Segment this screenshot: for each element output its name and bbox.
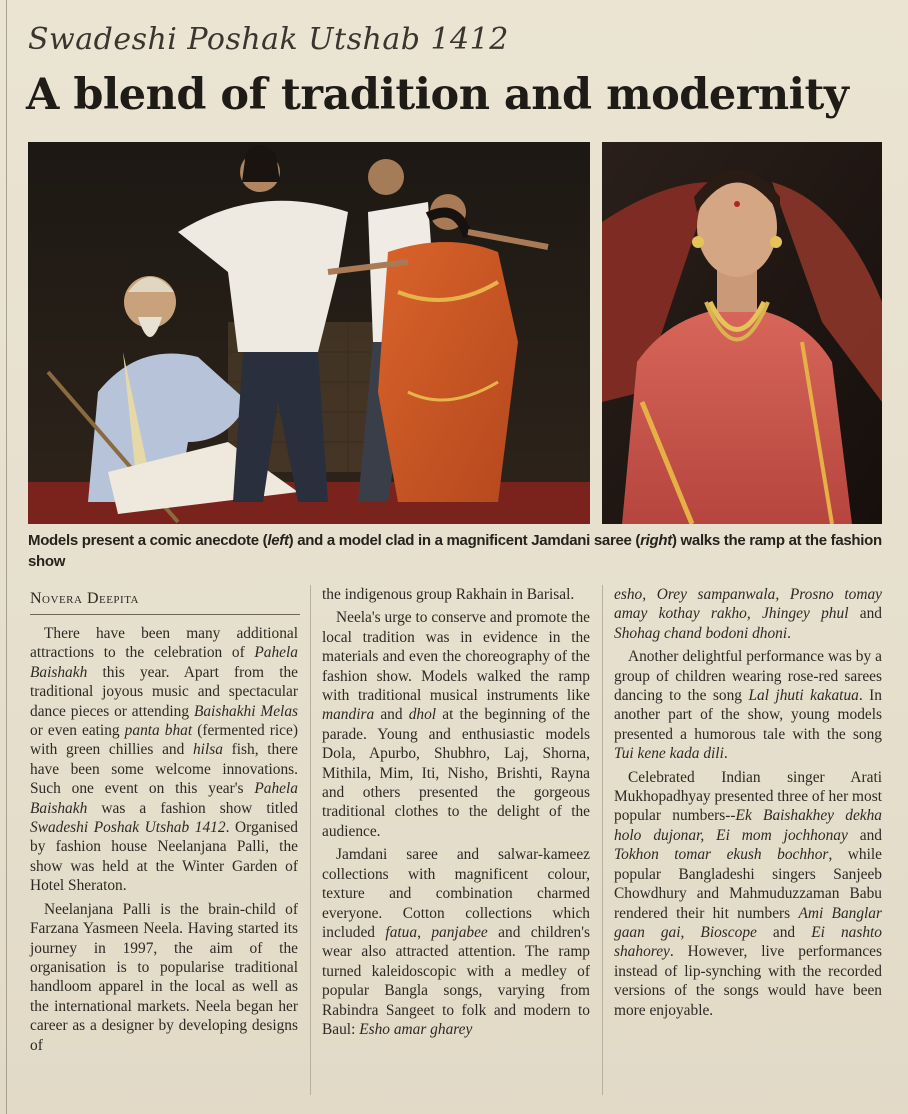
italic-run: fatua: [385, 923, 418, 941]
text-run: and: [847, 826, 882, 844]
column-divider: [602, 585, 603, 1095]
text-run: .: [787, 624, 791, 642]
italic-run: panjabee: [431, 923, 488, 941]
caption-part-1: Models present a comic anecdote (: [28, 532, 268, 549]
italic-run: panta bhat: [124, 722, 193, 740]
italic-run: Pahela Baishakh: [30, 644, 298, 681]
paragraph: Neelanjana Palli is the brain-child of Farzana Yasmeen Neela. Having started its journey in 1997, the aim of the organisation is to popularise traditional handloom apparel in the local as well as the international markets. Neela began her career as a designer by developing designs of: [30, 900, 298, 1054]
italic-run: Ami Banglar gaan gai, Bioscope: [614, 904, 882, 941]
text-run: or even eating: [30, 722, 125, 740]
italic-run: Baishakhi Melas: [193, 702, 298, 720]
photo-comic-anecdote: [28, 142, 590, 524]
caption-part-3: ) walks the ramp at the fashion show: [28, 532, 882, 570]
photo-jamdani-saree: [602, 142, 882, 524]
paragraph: [30, 624, 298, 896]
text-run: Another delightful performance was by a group of children wearing rose-red sarees dancing to the song: [614, 648, 882, 705]
italic-run: esho, Orey sampanwala, Prosno tomay amay kothay rakho, Jhingey phul: [614, 586, 882, 623]
headline: A blend of tradition and modernity: [26, 70, 849, 120]
paragraph: [614, 768, 882, 1020]
article-column-3: [614, 585, 882, 1020]
text-run: , while popular Bangladeshi singers Sanjeeb Chowdhury and Mahmuduzzaman Babu rendered their hit numbers: [614, 846, 882, 922]
byline: Novera Deepita: [30, 590, 300, 615]
text-run: this year. Apart from the traditional joyous music and spectacular dance pieces or attending: [30, 663, 298, 720]
italic-run: Shohag chand bodoni dhoni: [614, 624, 788, 642]
kicker-title: Swadeshi Poshak Utshab 1412: [28, 22, 509, 57]
page-edge-rule: [6, 0, 7, 1114]
text-run: fish, there have been some welcome innovations. Such one event on this year's: [30, 741, 298, 798]
text-run: was a fashion show titled: [87, 799, 298, 817]
paragraph: [614, 647, 882, 763]
photo-jamdani-saree-image: [602, 142, 882, 524]
caption-left-word: left: [267, 532, 289, 549]
italic-run: Tui kene kada dili: [614, 745, 724, 763]
italic-run: Swadeshi Poshak Utshab 1412: [30, 819, 226, 837]
article-column-2: [322, 585, 590, 1039]
text-run: at the beginning of the parade. Young and enthusiastic models Dola, Apurbo, Shubhro, Laj, Shorna, Mithila, Mim, Iti, Nisho, Brishti, Rayna and others presented the gorgeous traditional clothes to the delight of the audience.: [322, 706, 590, 840]
article-column-1: [30, 624, 298, 1055]
text-run: Neela's urge to conserve and promote the local tradition was in evidence in the materials and even the choreography of the fashion show. Models walked the ramp with traditional musical instruments like: [322, 609, 590, 705]
text-run: . However, live performances instead of lip-synching with the recorded versions of the songs would have been more enjoyable.: [614, 943, 882, 1019]
text-run: and: [848, 605, 882, 623]
text-run: Celebrated Indian singer Arati Mukhopadhyay presented three of her most popular numbers--: [614, 768, 882, 825]
text-run: . In another part of the show, young models presented a humorous tale with the song: [614, 687, 882, 743]
text-run: ,: [417, 923, 432, 941]
italic-run: Tokhon tomar ekush bochhor: [614, 846, 829, 864]
text-run: There have been many additional attractions to the celebration of: [30, 625, 298, 662]
italic-run: dhol: [408, 706, 437, 724]
italic-run: Esho amar gharey: [359, 1020, 473, 1038]
italic-run: hilsa: [192, 741, 223, 759]
italic-run: mandira: [322, 706, 375, 724]
text-run: and: [756, 923, 812, 941]
column-divider: [310, 585, 311, 1095]
text-run: . Organised by fashion house Neelanjana Palli, the show was held at the Winter Garden of Hotel Sheraton.: [30, 819, 299, 895]
photo-caption: [28, 530, 886, 572]
photo-comic-anecdote-image: [28, 142, 590, 524]
text-run: Jamdani saree and salwar-kameez collections with magnificent colour, texture and combination charmed everyone. Cotton collections which included: [322, 846, 590, 941]
caption-part-2: ) and a model clad in a magnificent Jamdani saree (: [288, 532, 641, 549]
paragraph: [322, 845, 590, 1039]
italic-run: Ei nashto shahorey: [614, 923, 882, 961]
caption-right-word: right: [640, 532, 672, 549]
italic-run: Pahela Baishakh: [30, 780, 298, 817]
paragraph: [614, 585, 882, 643]
text-run: and: [374, 706, 409, 724]
text-run: .: [723, 745, 728, 763]
paragraph: [322, 608, 590, 841]
italic-run: Ek Baishakhey dekha holo dujonar, Ei mom jochhonay: [614, 807, 882, 844]
text-run: and children's wear also attracted attention. The ramp turned kaleidoscopic with a medley of popular Bangla songs, varying from Rabindra Sangeet to folk and modern to Baul:: [322, 923, 590, 1038]
paragraph: the indigenous group Rakhain in Barisal.: [322, 586, 575, 603]
italic-run: Lal jhuti kakatua: [748, 687, 859, 705]
text-run: (fermented rice) with green chillies and: [30, 722, 298, 759]
